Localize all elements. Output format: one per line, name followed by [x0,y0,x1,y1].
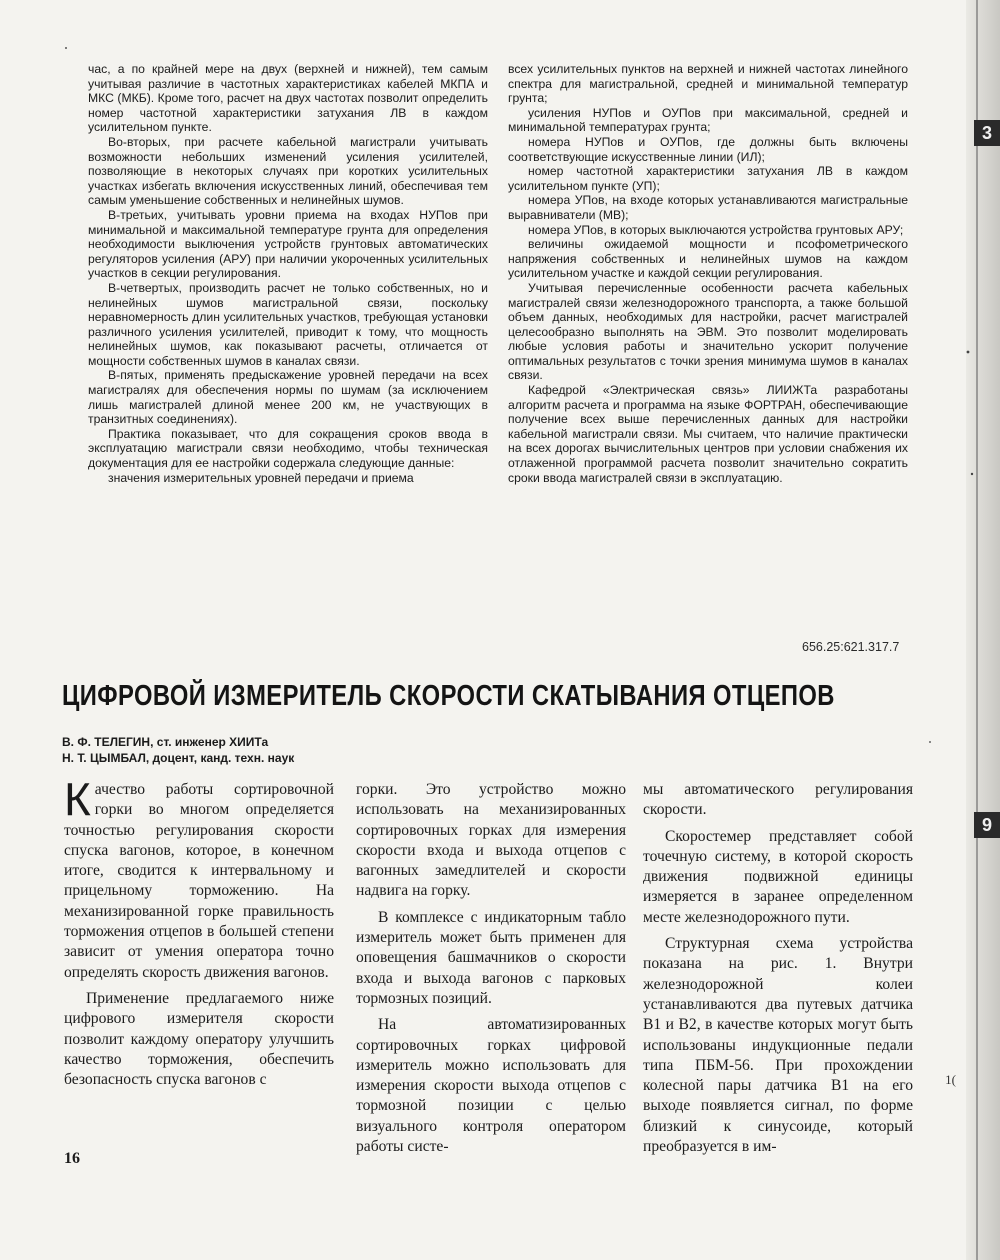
paragraph: Учитывая перечисленные особенности расчета кабельных магистралей связи железнодорожного транспорта, а также большой объем данных, необходимых для настройки, расчет магистралей целесообразно выполнять на ЭВМ. Это позволит моделировать любые условия работы и значительно ускорит получение оптимальных результатов с точки зрения минимума шумов в каналах связи. [508,280,908,383]
paragraph-text: ачество работы сортировочной горки во многом определяется точностью регулирования скорости спуска вагонов, которое, в конечном итоге, сводится к интервальному и прицельному торможению. На механизированной горке правильность торможения отцепов в большей степени зависит от умения оператора точно определять скорость движения вагонов. [64,781,334,981]
paragraph: Во-вторых, при расчете кабельной магистрали учитывать возможности небольших изменений усиления усилителей, позволяющие в некоторых случаях при коротких усилительных участках избегать включения искусственных линий, обеспечивая тем самым уменьшение собственных и нелинейных шумов. [88,134,488,208]
paragraph: Кафедрой «Электрическая связь» ЛИИЖТа разработаны алгоритм расчета и программа на языке ФОРТРАН, обеспечивающие получение всех выше перечисленных данных для настройки кабельной магистрали связи. Мы считаем, что наличие практически на всех дорогах вычислительных центров при условии снабжения их отлаженной программой расчета позволит значительно сократить сроки ввода магистралей связи в эксплуатацию. [508,383,908,485]
paragraph [64,773,334,983]
paragraph: час, а по крайней мере на двух (верхней и нижней), тем самым учитывая различие в частотных характеристиках кабелей МКПА и МКС (МКБ). Кроме того, расчет на двух частотах позволит определить номер частотной характеристики затухания ЛВ в каждом усилительном пункте. [88,62,488,135]
paragraph: В комплексе с индикаторным табло измеритель может быть применен для оповещения башмачников о скорости входа и выхода вагонов с парковых тормозных позиций. [356,908,626,1007]
paragraph: Применение предлагаемого ниже цифрового измерителя скорости позволит каждому оператору улучшить качество торможения, обеспечить безопасность спуска вагонов с [64,989,334,1089]
article-title: ЦИФРОВОЙ ИЗМЕРИТЕЛЬ СКОРОСТИ СКАТЫВАНИЯ ОТЦЕПОВ [62,680,835,712]
paragraph: мы автоматического регулирования скорости. [643,781,913,819]
edge-index-tab-upper: 3 [974,120,1000,146]
author-line: В. Ф. ТЕЛЕГИН, ст. инженер ХИИТа [62,735,269,749]
paragraph: номера УПов, на входе которых устанавливаются магистральные выравниватели (МВ); [508,193,908,222]
paragraph: В-пятых, применять предыскажение уровней передачи на всех магистралях для обеспечения нормы по шумам (за исключением лишь магистралей длиной менее 200 км, не участвующих в транзитных соединениях). [88,368,488,427]
binding-fold-line [976,0,978,1260]
paragraph: величины ожидаемой мощности и псофометрического напряжения собственных и нелинейных шумов на каждом усилительном участке и каждой секции регулирования. [508,237,908,281]
paragraph: всех усилительных пунктов на верхней и нижней частотах линейного спектра для магистральной, средней и минимальной температур грунта; [508,62,908,106]
article-column-3 [643,780,913,1163]
paragraph: Структурная схема устройства показана на рис. 1. Внутри железнодорожной колеи устанавливаются два путевых датчика В1 и В2, в качестве которых могут быть использованы индукционные педали типа ПБМ-56. При прохождении колесной пары датчика В1 на его выходе появляется сигнал, по форме близкий к синусоиде, который преобразуется в им- [643,935,913,1156]
adjacent-page-number-fragment: 1( [945,1072,956,1087]
paragraph: горки. Это устройство можно использовать на механизированных сортировочных горках для измерения скорости входа и выхода отцепов с вагонных замедлителей и скорости надвига на горку. [356,781,626,900]
drop-cap: К [64,773,91,825]
paragraph: Скоростемер представляет собой точечную систему, в которой скорость движения подвижной единицы измеряется в заранее определенном месте железнодорожного пути. [643,827,913,926]
edge-index-tab-lower: 9 [974,812,1000,838]
paragraph: На автоматизированных сортировочных горках цифровой измеритель можно использовать для измерения скорости выхода отцепов с тормозной позиции с целью визуального контроля оператором работы систе- [356,1016,626,1156]
paragraph: В-третьих, учитывать уровни приема на входах НУПов при минимальной и максимальной температуре грунта для определения необходимости выключения устройств грунтовых автоматических регуляторов усиления (АРУ) при наличии укороченных усилительных участков в секции регулирования. [88,207,488,281]
author-line: Н. Т. ЦЫМБАЛ, доцент, канд. техн. наук [62,751,295,765]
paragraph: номера НУПов и ОУПов, где должны быть включены соответствующие искусственные линии (ИЛ); [508,134,908,164]
speck [65,47,67,49]
paragraph: номера УПов, в которых выключаются устройства грунтовых АРУ; [528,222,904,237]
paragraph: усиления НУПов и ОУПов при максимальной, средней и минимальной температурах грунта; [508,105,908,135]
paragraph: номер частотной характеристики затухания ЛВ в каждом усилительном пункте (УП); [508,164,908,193]
paragraph: В-четвертых, производить расчет не только собственных, но и нелинейных шумов магистральной связи, поскольку неравномерность длин усилительных участков, требующая установки различного усиления усилителей, приводит к тому, что мощность нелинейных шумов, как показывают расчеты, отличается от мощности собственных шумов в каналах связи. [88,280,488,368]
article-column-2 [356,780,626,1163]
speck [929,741,931,743]
paragraph: значения измерительных уровней передачи и приема [108,470,414,485]
udc-classification-code: 656.25:621.317.7 [802,640,900,654]
upper-article-left-column [88,62,488,485]
upper-article-right-column [508,62,908,485]
paragraph: Практика показывает, что для сокращения сроков ввода в эксплуатацию магистрали связи необходимо, чтобы техническая документация для ее настройки содержала следующие данные: [88,426,488,471]
adjacent-page-edge [966,0,1000,1260]
page-number: 16 [64,1150,80,1167]
article-column-1 [64,773,334,1096]
author-list [62,734,294,766]
